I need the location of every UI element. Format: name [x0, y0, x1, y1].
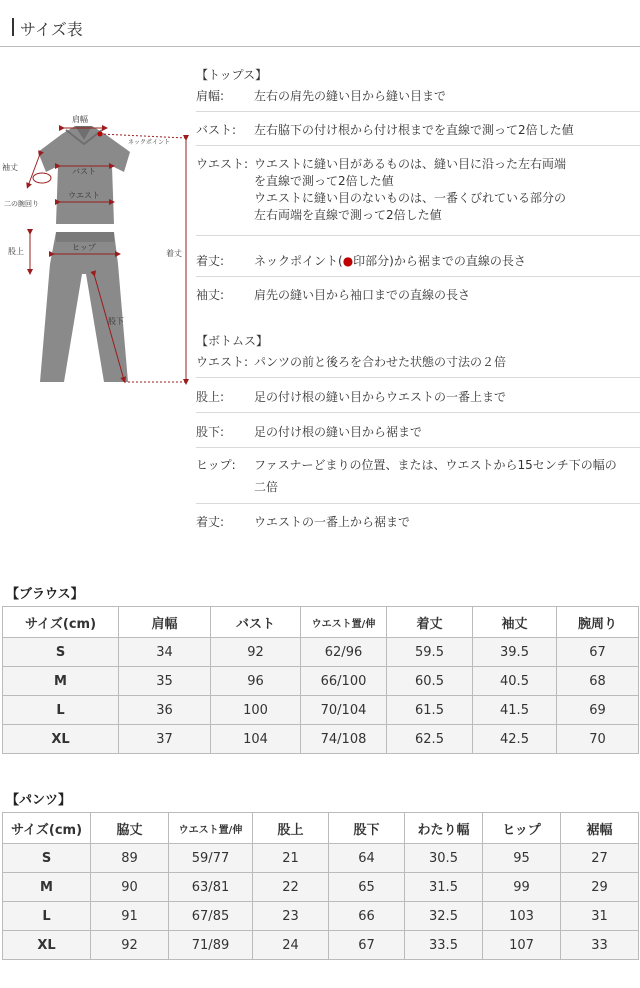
table-cell: 60.5 — [387, 667, 473, 696]
table-cell: 34 — [119, 638, 211, 667]
label-length: 着丈 — [166, 249, 182, 258]
row-divider — [196, 111, 640, 112]
header-cell: 肩幅 — [119, 607, 211, 638]
table-cell: 107 — [483, 931, 561, 960]
table-cell: 66/100 — [301, 667, 387, 696]
measurement-diagram — [0, 104, 196, 394]
table-cell: 40.5 — [473, 667, 557, 696]
table-cell: 62/96 — [301, 638, 387, 667]
table-cell: 103 — [483, 902, 561, 931]
table-cell: 67/85 — [169, 902, 253, 931]
table-cell: 92 — [91, 931, 169, 960]
pants-size-table — [2, 812, 639, 960]
table-cell: 89 — [91, 844, 169, 873]
table-cell: 91 — [91, 902, 169, 931]
label-bust: バスト — [72, 167, 96, 176]
row-text: 左右脇下の付け根から付け根までを直線で測って2倍した値 — [254, 123, 574, 137]
table-cell: 24 — [253, 931, 329, 960]
bottoms-heading: 【ボトムス】 — [196, 334, 269, 348]
row-text: ウエストの一番上から裾まで — [254, 515, 411, 529]
header-cell: 腕周り — [557, 607, 639, 638]
table-cell: 27 — [561, 844, 639, 873]
header-cell: サイズ(cm) — [3, 607, 119, 638]
size-cell: M — [3, 667, 119, 696]
table-cell: 32.5 — [405, 902, 483, 931]
table-row — [3, 902, 639, 931]
row-label: ヒップ: — [196, 458, 236, 472]
row-text: 足の付け根の縫い目から裾まで — [254, 425, 423, 439]
blouse-table-title: 【ブラウス】 — [6, 587, 84, 602]
label-hip: ヒップ — [72, 243, 96, 252]
row-label: バスト: — [196, 123, 237, 137]
header-cell: 着丈 — [387, 607, 473, 638]
table-cell: 41.5 — [473, 696, 557, 725]
size-cell: M — [3, 873, 91, 902]
table-cell: 99 — [483, 873, 561, 902]
row-text: 肩先の縫い目から袖口までの直線の長さ — [254, 288, 471, 302]
table-row — [3, 844, 639, 873]
row-label: 股下: — [196, 425, 225, 439]
table-cell: 59/77 — [169, 844, 253, 873]
row-divider — [196, 412, 640, 413]
size-cell: XL — [3, 931, 91, 960]
table-cell: 65 — [329, 873, 405, 902]
size-cell: XL — [3, 725, 119, 754]
row-text: ウエストに縫い目のないものは、一番くびれている部分の — [254, 191, 567, 205]
table-cell: 22 — [253, 873, 329, 902]
row-label: 股上: — [196, 390, 225, 404]
header-cell: サイズ(cm) — [3, 813, 91, 844]
row-divider — [196, 447, 640, 448]
table-cell: 59.5 — [387, 638, 473, 667]
row-label: ウエスト: — [196, 355, 249, 369]
table-cell: 64 — [329, 844, 405, 873]
neckpoint-mark: ● — [342, 254, 354, 268]
table-row — [3, 931, 639, 960]
label-waist: ウエスト — [68, 191, 100, 200]
table-row — [3, 638, 639, 667]
label-arm: 二の腕回り — [4, 200, 39, 208]
table-row — [3, 696, 639, 725]
table-cell: 104 — [211, 725, 301, 754]
header-cell: ウエスト置/伸 — [169, 813, 253, 844]
neckpoint-marker — [98, 132, 103, 137]
header-cell: わたり幅 — [405, 813, 483, 844]
table-cell: 70/104 — [301, 696, 387, 725]
row-divider — [196, 503, 640, 504]
table-cell: 67 — [557, 638, 639, 667]
row-label: 着丈: — [196, 254, 225, 268]
row-label: 袖丈: — [196, 288, 225, 302]
table-cell: 29 — [561, 873, 639, 902]
table-cell: 39.5 — [473, 638, 557, 667]
table-cell: 31.5 — [405, 873, 483, 902]
label-sleeve: 袖丈 — [2, 163, 18, 172]
blouse-size-table — [2, 606, 639, 754]
header-cell: ウエスト置/伸 — [301, 607, 387, 638]
row-divider — [196, 145, 640, 146]
row-divider — [196, 276, 640, 277]
label-shoulder: 肩幅 — [72, 115, 88, 124]
table-cell: 90 — [91, 873, 169, 902]
size-cell: L — [3, 902, 91, 931]
label-neckpoint: ネックポイント — [128, 139, 171, 146]
table-cell: 63/81 — [169, 873, 253, 902]
header-cell: 股上 — [253, 813, 329, 844]
row-label: 着丈: — [196, 515, 225, 529]
label-rise: 股上 — [8, 247, 24, 256]
table-cell: 33.5 — [405, 931, 483, 960]
table-header-row — [3, 813, 639, 844]
row-label: 肩幅: — [196, 89, 225, 103]
row-text: 二倍 — [254, 480, 279, 494]
pants-table-title: 【パンツ】 — [6, 793, 72, 808]
header-cell: バスト — [211, 607, 301, 638]
header-cell: 脇丈 — [91, 813, 169, 844]
table-cell: 66 — [329, 902, 405, 931]
row-divider — [196, 377, 640, 378]
table-row — [3, 873, 639, 902]
row-text: を直線で測って2倍した値 — [254, 174, 394, 188]
text-pre: ネックポイント( — [254, 254, 343, 268]
table-cell: 68 — [557, 667, 639, 696]
tops-heading: 【トップス】 — [196, 68, 268, 82]
header-cell: 袖丈 — [473, 607, 557, 638]
row-label: ウエスト: — [196, 157, 249, 171]
header-divider — [0, 46, 640, 47]
table-cell: 30.5 — [405, 844, 483, 873]
table-cell: 62.5 — [387, 725, 473, 754]
table-cell: 61.5 — [387, 696, 473, 725]
row-text — [254, 253, 638, 270]
table-cell: 67 — [329, 931, 405, 960]
table-cell: 69 — [557, 696, 639, 725]
table-cell: 23 — [253, 902, 329, 931]
table-cell: 100 — [211, 696, 301, 725]
row-divider — [196, 235, 640, 236]
title-bar-accent — [12, 18, 14, 36]
size-cell: S — [3, 638, 119, 667]
row-text: 左右の肩先の縫い目から縫い目まで — [254, 89, 447, 103]
row-text: 左右両端を直線で測って2倍した値 — [254, 208, 442, 222]
table-cell: 21 — [253, 844, 329, 873]
table-cell: 37 — [119, 725, 211, 754]
size-cell: S — [3, 844, 91, 873]
table-cell: 35 — [119, 667, 211, 696]
table-cell: 95 — [483, 844, 561, 873]
header-cell: 股下 — [329, 813, 405, 844]
page-header — [0, 0, 640, 48]
table-cell: 71/89 — [169, 931, 253, 960]
row-text: 足の付け根の縫い目からウエストの一番上まで — [254, 390, 507, 404]
text-post: 印部分)から裾までの直線の長さ — [353, 254, 526, 268]
table-header-row — [3, 607, 639, 638]
size-cell: L — [3, 696, 119, 725]
table-cell: 96 — [211, 667, 301, 696]
table-cell: 42.5 — [473, 725, 557, 754]
header-cell: 裾幅 — [561, 813, 639, 844]
table-cell: 36 — [119, 696, 211, 725]
table-cell: 92 — [211, 638, 301, 667]
table-cell: 31 — [561, 902, 639, 931]
table-row — [3, 667, 639, 696]
page-title: サイズ表 — [20, 20, 83, 39]
row-text: パンツの前と後ろを合わせた状態の寸法の２倍 — [254, 355, 507, 369]
row-text: ファスナーどまりの位置、または、ウエストから15センチ下の幅の — [254, 458, 617, 472]
header-cell: ヒップ — [483, 813, 561, 844]
table-cell: 33 — [561, 931, 639, 960]
table-cell: 70 — [557, 725, 639, 754]
table-row — [3, 725, 639, 754]
table-cell: 74/108 — [301, 725, 387, 754]
row-text: ウエストに縫い目があるものは、縫い目に沿った左右両端 — [254, 157, 567, 171]
label-inseam: 股下 — [108, 317, 124, 326]
